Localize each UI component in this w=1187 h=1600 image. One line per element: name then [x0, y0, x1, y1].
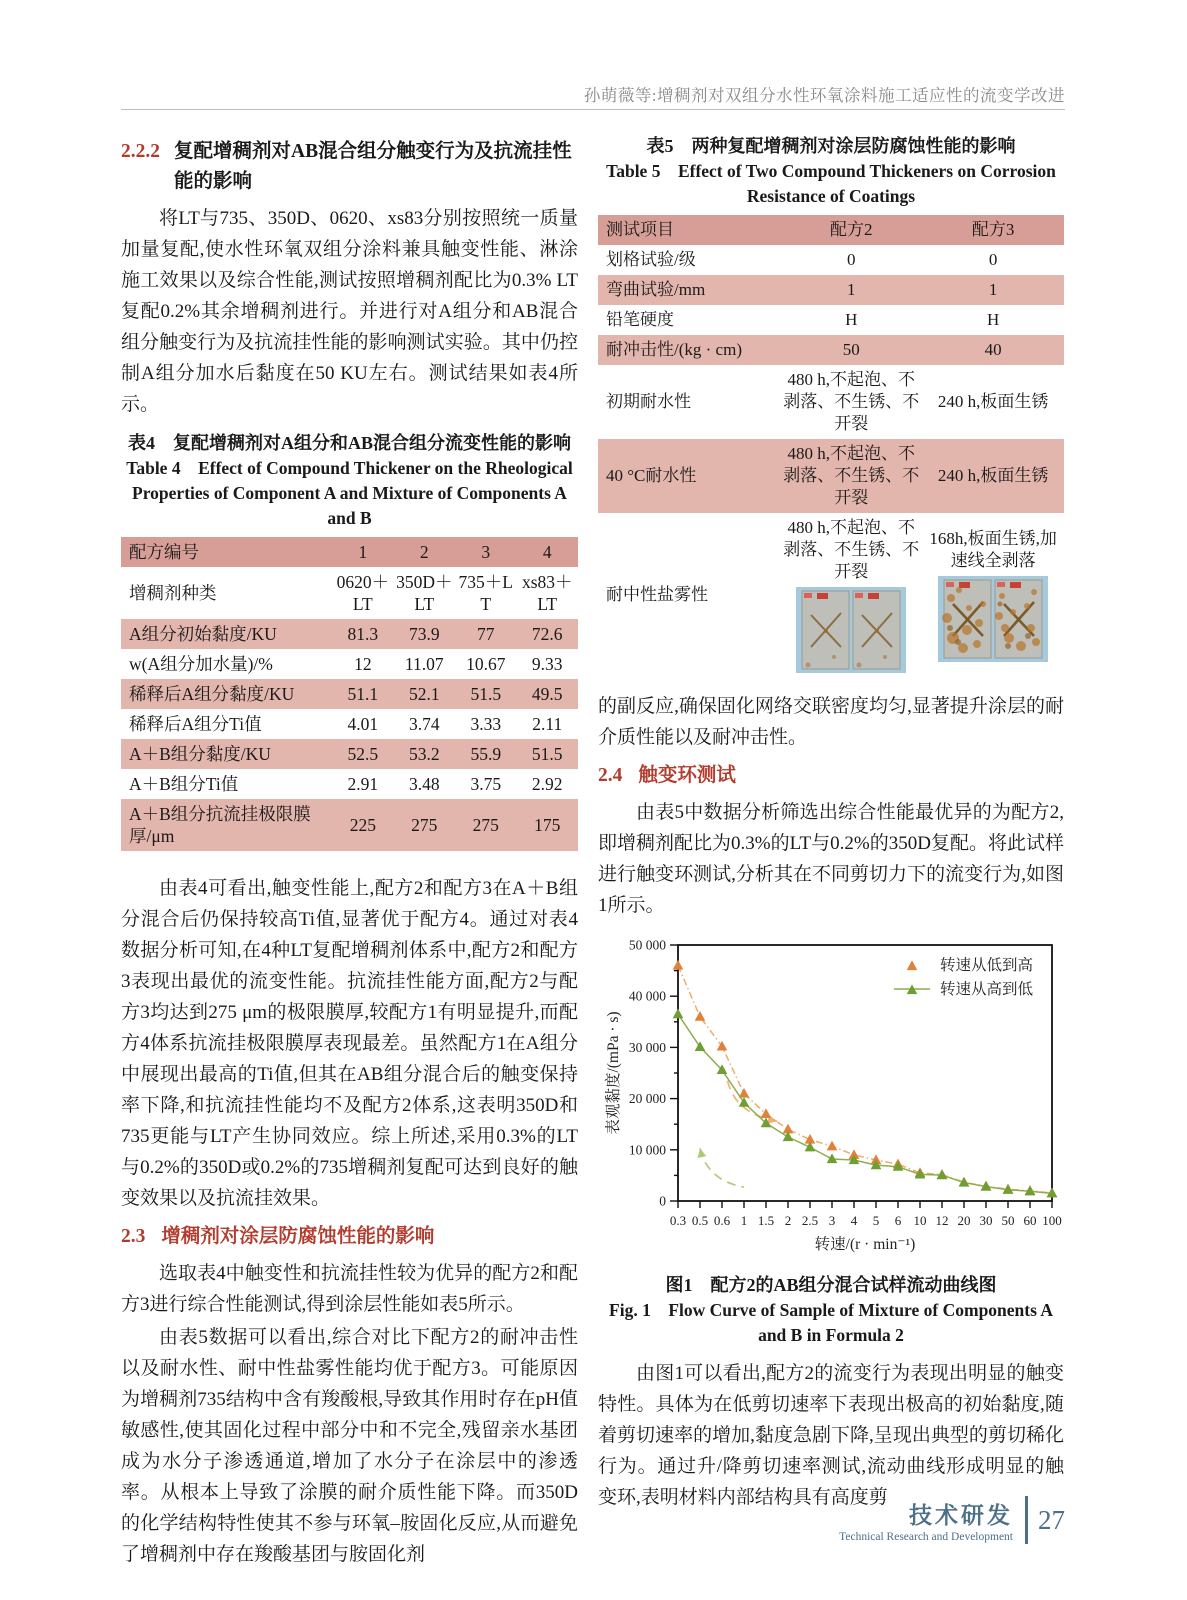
page-footer [839, 1496, 1065, 1544]
table-row [598, 365, 1064, 439]
cell: 11.07 [404, 654, 444, 674]
section-number: 2.3 [121, 1226, 146, 1247]
section-heading-2-4 [598, 761, 1064, 791]
running-head: 孙萌薇等:增稠剂对双组分水性环氧涂料施工适应性的流变学改进 [583, 86, 1065, 105]
cell: 3.33 [470, 714, 502, 734]
svg-text:10 000: 10 000 [628, 1142, 666, 1158]
cell-content [782, 517, 920, 673]
cell: 735＋LT [458, 572, 513, 614]
svg-text:0.5: 0.5 [691, 1213, 709, 1228]
table-row [121, 799, 578, 851]
svg-text:1: 1 [740, 1213, 748, 1228]
cell: 51.1 [347, 684, 379, 704]
table4-caption-en: Table 4 Effect of Compound Thickener on the Rheological Properties of Component A and Mixture of Components A and B [126, 458, 573, 528]
salt-spray-photo-formula3 [938, 576, 1048, 662]
table4 [121, 537, 578, 851]
table5-caption-en: Table 5 Effect of Two Compound Thickeners on Corrosion Resistance of Coatings [606, 161, 1056, 206]
svg-text:30: 30 [979, 1213, 993, 1228]
cell: 73.9 [408, 624, 440, 644]
header-cell: 测试项目 [606, 220, 674, 239]
table-row [598, 275, 1064, 305]
section-title: 复配增稠剂对AB混合组分触变行为及抗流挂性能的影响 [174, 141, 572, 192]
table-row [121, 649, 578, 679]
cell: 增稠剂种类 [129, 583, 217, 603]
header-cell: 1 [358, 542, 368, 562]
cell: 9.33 [531, 654, 563, 674]
svg-text:0: 0 [659, 1193, 666, 1209]
svg-text:60: 60 [1023, 1213, 1037, 1228]
figure1-caption [598, 1272, 1064, 1348]
cell: 弯曲试验/mm [606, 280, 706, 299]
table-row [121, 709, 578, 739]
figure1-caption-en: Fig. 1 Flow Curve of Sample of Mixture of Components A and B in Formula 2 [609, 1300, 1053, 1345]
cell: A＋B组分抗流挂极限膜厚/μm [129, 804, 311, 846]
svg-text:5: 5 [872, 1213, 880, 1228]
cell: 49.5 [531, 684, 563, 704]
cell: 175 [534, 815, 561, 835]
legend-label: 转速从低到高 [940, 957, 1034, 974]
cell: 3.74 [408, 714, 440, 734]
legend-label: 转速从高到低 [940, 981, 1034, 998]
table-row [121, 739, 578, 769]
cell: H [845, 310, 858, 329]
svg-text:表观黏度/(mPa · s): 表观黏度/(mPa · s) [605, 1011, 622, 1135]
paragraph: 将LT与735、350D、0620、xs83分别按照统一质量加量复配,使水性环氧双组分涂料兼具触变性能、淋涂施工效果以及综合性能,测试按照增稠剂配比为0.3% LT复配0.2%其余增稠剂进行。并进行对A组分和AB混合组分触变行为及抗流挂性能的影响测试实验。其中仍控制A组分加水后黏度在50 KU左右。测试结果如表4所示。 [121, 208, 578, 415]
table-header-row [121, 537, 578, 567]
cell: 53.2 [408, 744, 440, 764]
paragraph: 选取表4中触变性和抗流挂性较为优异的配方2和配方3进行综合性能测试,得到涂层性能如表5所示。 [121, 1263, 578, 1315]
cell [780, 513, 922, 677]
cell: 1 [988, 280, 998, 299]
section-heading-2-3 [121, 1222, 578, 1252]
cell: 480 h,不起泡、不剥落、不生锈、不开裂 [783, 370, 920, 433]
svg-text:10: 10 [913, 1213, 927, 1228]
section-heading-2-2-2 [121, 137, 578, 197]
svg-text:2: 2 [784, 1213, 792, 1228]
cell: 2.11 [532, 714, 563, 734]
footer-text [839, 1497, 1013, 1543]
cell: 2.92 [531, 774, 563, 794]
cell: 2.91 [347, 774, 379, 794]
table5 [598, 215, 1064, 677]
cell: 240 h,板面生锈 [937, 466, 1049, 485]
cell: 225 [349, 815, 376, 835]
svg-text:0.6: 0.6 [713, 1213, 731, 1228]
svg-text:100: 100 [1042, 1213, 1062, 1228]
cell: 77 [477, 624, 495, 644]
footer-section-en: Technical Research and Development [839, 1531, 1013, 1543]
cell: 4.01 [347, 714, 379, 734]
table-row [598, 335, 1064, 365]
cell: A＋B组分黏度/KU [129, 744, 271, 764]
cell: A＋B组分Ti值 [129, 774, 239, 794]
svg-text:12: 12 [935, 1213, 949, 1228]
footer-section-cn: 技术研发 [909, 1502, 1013, 1528]
table-header-row [598, 215, 1064, 245]
cell: 51.5 [531, 744, 563, 764]
svg-text:50 000: 50 000 [628, 937, 666, 953]
cell: 3.75 [470, 774, 502, 794]
cell: 耐中性盐雾性 [606, 585, 708, 604]
table-row [121, 769, 578, 799]
paragraph: 由图1可以看出,配方2的流变行为表现出明显的触变特性。具体为在低剪切速率下表现出极高的初始黏度,随着剪切速率的增加,黏度急剧下降,呈现出典型的剪切稀化行为。通过升/降剪切速率测试,流动曲线形成明显的触变环,表明材料内部结构具有高度剪 [598, 1363, 1064, 1508]
cell-content [924, 528, 1062, 662]
cell: 350D＋LT [396, 572, 453, 614]
svg-text:6: 6 [894, 1213, 902, 1228]
figure1 [598, 929, 1064, 1348]
cell: 275 [411, 815, 438, 835]
svg-text:20 000: 20 000 [628, 1091, 666, 1107]
page-number: 27 [1038, 1504, 1065, 1535]
svg-text:3: 3 [828, 1213, 836, 1228]
cell: 划格试验/级 [606, 250, 696, 269]
cell: 81.3 [347, 624, 379, 644]
figure1-caption-cn: 图1 配方2的AB组分混合试样流动曲线图 [665, 1275, 997, 1295]
cell: w(A组分加水量)/% [129, 654, 273, 674]
paragraph: 由表5中数据分析筛选出综合性能最优异的为配方2,即增稠剂配比为0.3%的LT与0.2%的350D复配。将此试样进行触变环测试,分析其在不同剪切力下的流变行为,如图1所示。 [598, 802, 1064, 916]
table-row [598, 439, 1064, 513]
table-row [121, 619, 578, 649]
cell: 1 [847, 280, 856, 299]
cell: 3.48 [408, 774, 440, 794]
cell: H [986, 310, 1000, 329]
svg-text:30 000: 30 000 [628, 1039, 666, 1055]
cell: 0 [988, 250, 998, 269]
svg-text:40 000: 40 000 [628, 988, 666, 1004]
header-cell: 3 [481, 542, 491, 562]
cell: 40 [984, 340, 1002, 359]
salt-spray-photo-formula2 [796, 587, 906, 673]
cell: 240 h,板面生锈 [937, 392, 1049, 411]
table-row [121, 567, 578, 619]
svg-text:0.3: 0.3 [669, 1213, 687, 1228]
cell: 初期耐水性 [606, 392, 691, 411]
cell-text: 480 h,不起泡、不剥落、不生锈、不开裂 [783, 518, 920, 581]
svg-text:20: 20 [957, 1213, 971, 1228]
table5-caption [598, 133, 1064, 209]
cell: 275 [472, 815, 499, 835]
cell: 0620＋LT [336, 572, 390, 614]
section-number: 2.4 [598, 765, 623, 786]
section-number: 2.2.2 [121, 141, 160, 162]
table-row [598, 305, 1064, 335]
footer-divider-bar [1025, 1496, 1028, 1544]
table-row [121, 679, 578, 709]
left-column [121, 133, 578, 1572]
cell: 55.9 [470, 744, 502, 764]
header-cell: 配方编号 [129, 542, 199, 562]
cell: 铅笔硬度 [606, 310, 674, 329]
cell: 480 h,不起泡、不剥落、不生锈、不开裂 [783, 444, 920, 507]
svg-text:1.5: 1.5 [757, 1213, 775, 1228]
svg-text:4: 4 [850, 1213, 858, 1228]
cell: 10.67 [466, 654, 506, 674]
right-column [598, 133, 1064, 1515]
cell: xs83＋LT [521, 572, 573, 614]
flow-curve-chart [598, 929, 1064, 1263]
paragraph: 的副反应,确保固化网络交联密度均匀,显著提升涂层的耐介质性能以及耐冲击性。 [598, 696, 1064, 748]
svg-text:2.5: 2.5 [801, 1213, 819, 1228]
section-title: 触变环测试 [638, 765, 736, 786]
header-cell: 2 [419, 542, 429, 562]
header-cell: 配方2 [830, 220, 873, 239]
table5-caption-cn: 表5 两种复配增稠剂对涂层防腐蚀性能的影响 [646, 136, 1016, 156]
cell: 稀释后A组分黏度/KU [129, 684, 295, 704]
header-divider [121, 109, 1065, 110]
cell: A组分初始黏度/KU [129, 624, 277, 644]
header-cell: 4 [542, 542, 552, 562]
cell: 52.5 [347, 744, 379, 764]
cell: 51.5 [470, 684, 502, 704]
paragraph: 由表4可看出,触变性能上,配方2和配方3在A＋B组分混合后仍保持较高Ti值,显著优于配方4。通过对表4数据分析可知,在4种LT复配增稠剂体系中,配方2和配方3表现出最优的流变性能。抗流挂性能方面,配方2与配方3均达到275 μm的极限膜厚,较配方1有明显提升,而配方4体系抗流挂极限膜厚表现最差。虽然配方1在A组分中展现出最高的Ti值,但其在AB组分混合后的触变保持率下降,和抗流挂性能均不及配方2体系,这表明350D和735更能与LT产生协同效应。综上所述,采用0.3%的LT与0.2%的350D或0.2%的735增稠剂复配可达到良好的触变效果以及抗流挂效果。 [121, 878, 578, 1209]
cell: 40 °C耐水性 [606, 466, 697, 485]
svg-text:转速/(r · min⁻¹): 转速/(r · min⁻¹) [814, 1236, 916, 1253]
cell: 0 [847, 250, 856, 269]
svg-text:50: 50 [1001, 1213, 1015, 1228]
section-title: 增稠剂对涂层防腐蚀性能的影响 [161, 1226, 435, 1247]
cell [922, 513, 1064, 677]
cell: 12 [354, 654, 372, 674]
cell: 50 [842, 340, 860, 359]
table-row [598, 245, 1064, 275]
paragraph: 由表5数据可以看出,综合对比下配方2的耐冲击性以及耐水性、耐中性盐雾性能均优于配方3。可能原因为增稠剂735结构中含有羧酸根,导致其作用时存在pH值敏感性,使其固化过程中部分中和不完全,残留亲水基团成为水分子渗透通道,增加了水分子在涂层中的渗透率。从根本上导致了涂膜的耐介质性能下降。而350D的化学结构特性使其不参与环氧–胺固化反应,从而避免了增稠剂中存在羧酸基团与胺固化剂 [121, 1327, 578, 1565]
cell: 72.6 [531, 624, 563, 644]
table4-caption-cn: 表4 复配增稠剂对A组分和AB混合组分流变性能的影响 [127, 433, 571, 453]
cell: 稀释后A组分Ti值 [129, 714, 262, 734]
header-cell: 配方3 [971, 220, 1015, 239]
table-row [598, 513, 1064, 677]
cell: 耐冲击性/(kg · cm) [606, 340, 742, 359]
cell: 52.1 [408, 684, 440, 704]
cell-text: 168h,板面生锈,加速线全剥落 [929, 529, 1057, 570]
table4-caption [121, 430, 578, 531]
